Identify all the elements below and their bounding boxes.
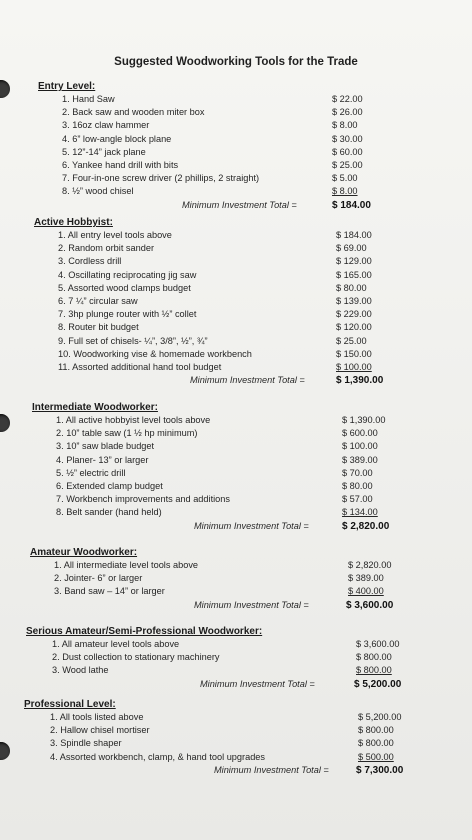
list-item — [38, 146, 440, 159]
item-label: 2. Random orbit sander — [58, 243, 155, 254]
list-item — [24, 724, 440, 737]
total-label: Minimum Investment Total = — [190, 375, 305, 386]
item-price: $ 60.00 — [332, 146, 363, 157]
list-item — [32, 467, 440, 480]
section-block — [34, 216, 440, 388]
total-value: $ 1,390.00 — [336, 375, 384, 387]
list-item — [24, 751, 440, 764]
section-heading: Amateur Woodworker: — [30, 547, 138, 558]
list-item — [32, 506, 440, 519]
item-label: 7. Four-in-one screw driver (2 phillips, 2 straight) — [62, 173, 260, 184]
item-price: $ 80.00 — [336, 282, 367, 293]
list-item — [34, 348, 440, 361]
item-price: $ 500.00 — [358, 751, 394, 762]
item-price: $ 30.00 — [332, 133, 363, 144]
list-item — [38, 93, 440, 106]
list-item — [34, 242, 440, 255]
item-label: 6. 7 ¼” circular saw — [58, 295, 138, 306]
item-price: $ 5,200.00 — [358, 712, 402, 722]
item-label: 5. ½” electric drill — [56, 467, 126, 478]
list-item — [38, 185, 440, 198]
binder-hole — [0, 80, 10, 98]
total-label: Minimum Investment Total = — [214, 764, 329, 775]
list-item — [38, 172, 440, 185]
item-label: 8. ½” wood chisel — [62, 186, 134, 197]
list-item — [38, 106, 440, 119]
total-value: $ 184.00 — [332, 199, 371, 211]
list-item — [32, 493, 440, 506]
section-block — [30, 546, 440, 612]
item-label: 3. 10” saw blade budget — [56, 441, 155, 452]
item-label: 1. All intermediate level tools above — [54, 560, 199, 570]
item-price: $ 120.00 — [336, 322, 372, 333]
list-item — [34, 255, 440, 268]
item-label: 6. Extended clamp budget — [56, 480, 163, 491]
section-block — [32, 401, 440, 533]
total-value: $ 7,300.00 — [356, 764, 404, 776]
item-price: $ 800.00 — [358, 738, 394, 749]
item-label: 2. 10” table saw (1 ½ hp minimum) — [56, 428, 198, 439]
item-price: $ 26.00 — [332, 107, 363, 118]
item-label: 2. Back saw and wooden miter box — [62, 107, 205, 118]
item-label: 1. All entry level tools above — [58, 230, 172, 240]
section-heading: Active Hobbyist: — [34, 217, 113, 228]
item-label: 3. Wood lathe — [52, 665, 109, 676]
item-price: $ 22.00 — [332, 94, 363, 104]
item-label: 4. Planer- 13” or larger — [56, 454, 149, 465]
item-price: $ 800.00 — [356, 665, 392, 676]
item-label: 3. 16oz claw hammer — [62, 120, 150, 131]
item-price: $ 57.00 — [342, 494, 373, 505]
item-price: $ 165.00 — [336, 269, 372, 280]
item-price: $ 2,820.00 — [348, 560, 392, 570]
item-label: 6. Yankee hand drill with bits — [62, 159, 179, 170]
list-item — [30, 559, 440, 572]
item-price: $ 184.00 — [336, 230, 372, 240]
list-item — [34, 361, 440, 374]
section-total — [26, 678, 440, 692]
item-label: 3. Cordless drill — [58, 256, 122, 267]
item-label: 5. Assorted wood clamps budget — [58, 282, 191, 293]
item-price: $ 100.00 — [342, 441, 378, 452]
section-heading: Intermediate Woodworker: — [32, 402, 158, 413]
list-item — [32, 440, 440, 453]
total-label: Minimum Investment Total = — [182, 199, 297, 210]
item-label: 2. Jointer- 6” or larger — [54, 573, 143, 584]
list-item — [34, 321, 440, 334]
item-price: $ 8.00 — [332, 186, 358, 197]
item-price: $ 389.00 — [348, 573, 384, 584]
item-label: 7. 3hp plunge router with ½” collet — [58, 309, 197, 320]
item-price: $ 800.00 — [356, 652, 392, 663]
item-label: 9. Full set of chisels- ¼”, 3/8”, ½”, ¾” — [58, 335, 208, 346]
list-item — [30, 572, 440, 585]
list-item — [34, 295, 440, 308]
item-label: 4. Assorted workbench, clamp, & hand tool upgrades — [50, 751, 266, 762]
total-label: Minimum Investment Total = — [194, 599, 309, 610]
item-label: 8. Router bit budget — [58, 322, 139, 333]
list-item — [32, 427, 440, 440]
list-item — [26, 664, 440, 677]
item-label: 10. Woodworking vise & homemade workbench — [58, 348, 252, 359]
item-price: $ 139.00 — [336, 295, 372, 306]
list-item — [38, 133, 440, 146]
list-item — [32, 454, 440, 467]
list-item — [24, 737, 440, 750]
total-value: $ 5,200.00 — [354, 678, 402, 690]
total-value: $ 2,820.00 — [342, 520, 390, 532]
list-item — [32, 414, 440, 427]
item-price: $ 25.00 — [336, 335, 367, 346]
list-item — [34, 269, 440, 282]
section-total — [38, 199, 440, 213]
total-value: $ 3,600.00 — [346, 599, 394, 611]
list-item — [26, 651, 440, 664]
item-price: $ 150.00 — [336, 348, 372, 359]
list-item — [32, 480, 440, 493]
list-item — [38, 119, 440, 132]
item-label: 7. Workbench improvements and additions — [56, 494, 230, 505]
item-label: 3. Band saw – 14” or larger — [54, 586, 165, 597]
section-total — [34, 374, 440, 388]
item-price: $ 1,390.00 — [342, 415, 386, 425]
item-price: $ 70.00 — [342, 467, 373, 478]
section-block — [38, 80, 440, 212]
item-label: 1. All active hobbyist level tools above — [56, 415, 211, 425]
binder-hole — [0, 414, 10, 432]
list-item — [30, 585, 440, 598]
section-heading: Serious Amateur/Semi-Professional Woodworker: — [26, 626, 263, 637]
item-price: $ 80.00 — [342, 480, 373, 491]
item-price: $ 400.00 — [348, 586, 384, 597]
binder-hole — [0, 742, 10, 760]
item-price: $ 389.00 — [342, 454, 378, 465]
item-price: $ 134.00 — [342, 507, 378, 518]
item-label: 3. Spindle shaper — [50, 738, 122, 749]
total-label: Minimum Investment Total = — [194, 520, 309, 531]
item-label: 8. Belt sander (hand held) — [56, 507, 162, 518]
section-heading: Professional Level: — [24, 699, 116, 710]
section-heading: Entry Level: — [38, 81, 96, 92]
document-title: Suggested Woodworking Tools for the Trade — [114, 56, 358, 68]
item-price: $ 229.00 — [336, 309, 372, 320]
item-label: 4. 6” low-angle block plane — [62, 133, 172, 144]
section-total — [30, 599, 440, 613]
item-price: $ 69.00 — [336, 243, 367, 254]
item-label: 1. Hand Saw — [62, 94, 115, 104]
item-label: 5. 12”-14” jack plane — [62, 146, 146, 157]
section-total — [32, 520, 440, 534]
list-item — [34, 335, 440, 348]
item-label: 2. Dust collection to stationary machinery — [52, 652, 220, 663]
item-price: $ 129.00 — [336, 256, 372, 267]
item-label: 2. Hallow chisel mortiser — [50, 725, 150, 736]
item-price: $ 25.00 — [332, 159, 363, 170]
item-label: 1. All amateur level tools above — [52, 639, 180, 649]
item-label: 1. All tools listed above — [50, 712, 144, 722]
item-price: $ 5.00 — [332, 173, 358, 184]
item-price: $ 800.00 — [358, 725, 394, 736]
item-price: $ 3,600.00 — [356, 639, 400, 649]
item-label: 11. Assorted additional hand tool budget — [58, 361, 222, 372]
list-item — [34, 282, 440, 295]
item-price: $ 8.00 — [332, 120, 358, 131]
item-price: $ 100.00 — [336, 361, 372, 372]
list-item — [34, 308, 440, 321]
list-item — [34, 229, 440, 242]
item-price: $ 600.00 — [342, 428, 378, 439]
section-block — [26, 625, 440, 691]
section-block — [24, 698, 440, 777]
section-total — [24, 764, 440, 778]
item-label: 4. Oscillating reciprocating jig saw — [58, 269, 197, 280]
list-item — [38, 159, 440, 172]
total-label: Minimum Investment Total = — [200, 678, 315, 689]
list-item — [26, 638, 440, 651]
list-item — [24, 711, 440, 724]
